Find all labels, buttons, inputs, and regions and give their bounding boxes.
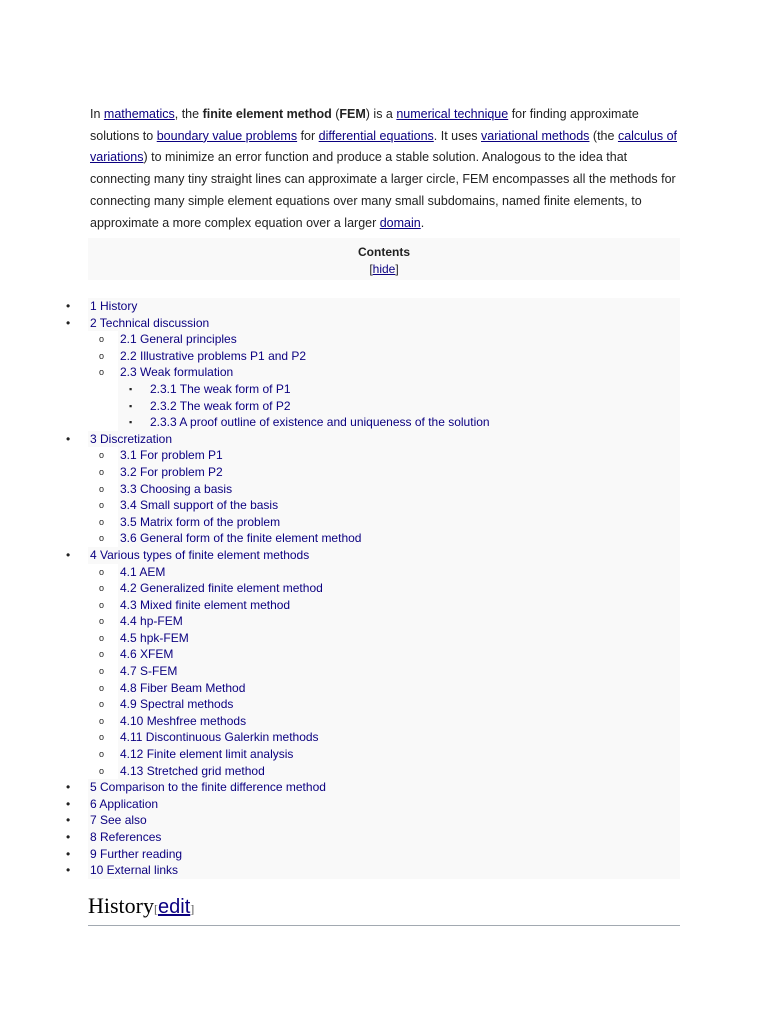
intro-paragraph — [90, 104, 680, 234]
toc-item[interactable] — [99, 646, 680, 663]
intro-text: ) to minimize an error function and produce a stable solution. Analogous to the idea that connecting many tiny straight lines can approximate a larger circle, FEM encompasses all the methods for connecting many simple element equations over many small subdomains, named finite elements, to approximate a more complex equation over a larger — [90, 150, 676, 230]
toc-bullet-icon: o — [99, 749, 105, 760]
link-calculus-of-variations[interactable]: calculus of variations — [90, 128, 677, 165]
toc-item-label[interactable]: 3.5 Matrix form of the problem — [120, 514, 281, 529]
toc-bullet-icon: o — [99, 450, 105, 461]
toc-item-label[interactable]: 2.1 General principles — [120, 332, 237, 347]
toc-item[interactable] — [66, 315, 680, 332]
toc-bullet-icon: o — [99, 616, 105, 627]
toc-item[interactable] — [66, 298, 680, 315]
intro-text: . — [420, 215, 425, 230]
toc-item-label[interactable]: 4.6 XFEM — [120, 647, 174, 662]
toc-bullet-icon: o — [99, 334, 105, 345]
toc-item-label[interactable]: 2.3.3 A proof outline of existence and uniqueness of the solution — [150, 415, 490, 430]
toc-title: Contents — [358, 245, 410, 259]
toc-item[interactable] — [99, 597, 680, 614]
intro-text: (the — [589, 128, 618, 143]
toc-item-label[interactable]: 3 Discretization — [90, 431, 173, 446]
toc-item-label[interactable]: 2 Technical discussion — [90, 315, 210, 330]
toc-item[interactable] — [66, 846, 680, 863]
edit-bracket: ] — [190, 902, 195, 916]
link-numerical-technique[interactable]: numerical technique — [396, 107, 509, 121]
toc-item[interactable] — [99, 746, 680, 763]
toc-item-label[interactable]: 4.2 Generalized finite element method — [120, 581, 323, 596]
toc-item[interactable] — [66, 547, 680, 564]
intro-text: , the — [174, 107, 203, 121]
link-variational-methods[interactable]: variational methods — [481, 128, 590, 143]
toc-item[interactable] — [99, 663, 680, 680]
toc-item[interactable] — [66, 779, 680, 796]
toc-bullet-icon: o — [99, 599, 105, 610]
toc-bullet-icon: o — [99, 500, 105, 511]
toc-item[interactable] — [99, 729, 680, 746]
toc-item[interactable] — [99, 331, 680, 348]
toc-item[interactable] — [99, 447, 680, 464]
toc-item[interactable] — [99, 630, 680, 647]
toc-bullet-icon: o — [99, 533, 105, 544]
toc-item-label[interactable]: 2.3.2 The weak form of P2 — [150, 398, 291, 413]
link-boundary-value-problems[interactable]: boundary value problems — [156, 128, 298, 143]
toc-bullet-icon: o — [99, 699, 105, 710]
toc-item-label[interactable]: 2.3 Weak formulation — [120, 365, 234, 380]
toc-item[interactable] — [99, 564, 680, 581]
toc-item-label[interactable]: 1 History — [90, 299, 138, 313]
toc-bullet-icon: o — [99, 367, 105, 378]
toc-bullet-icon: • — [66, 813, 71, 828]
toc-bullet-icon: • — [66, 299, 71, 313]
toc-item-label[interactable]: 4.13 Stretched grid method — [120, 763, 265, 778]
toc-item-label[interactable]: 5 Comparison to the finite difference method — [90, 780, 326, 795]
toc-item[interactable] — [118, 398, 680, 415]
term-fem-name: finite element method — [202, 107, 332, 121]
toc-bullet-icon: • — [66, 431, 71, 446]
toc-item[interactable] — [66, 812, 680, 829]
toc-toggle-bracket: [ — [369, 262, 373, 276]
toc-item[interactable] — [99, 364, 680, 381]
toc-item-label[interactable]: 3.2 For problem P2 — [120, 464, 223, 479]
toc-item[interactable] — [66, 796, 680, 813]
toc-item-label[interactable]: 3.6 General form of the finite element method — [120, 531, 362, 546]
toc-item[interactable] — [99, 696, 680, 713]
toc-item[interactable] — [99, 763, 680, 780]
toc-item[interactable] — [118, 414, 680, 431]
link-domain[interactable]: domain — [379, 215, 421, 230]
toc-bullet-icon: • — [66, 547, 71, 562]
toc-item-label[interactable]: 4.3 Mixed finite element method — [120, 597, 291, 612]
toc-item[interactable] — [66, 862, 680, 879]
toc-item-label[interactable]: 3.3 Choosing a basis — [120, 481, 233, 496]
toc-item-label[interactable]: 4.5 hpk-FEM — [120, 630, 189, 645]
toc-item-label[interactable]: 8 References — [90, 830, 162, 844]
toc-item-label[interactable]: 3.4 Small support of the basis — [120, 498, 279, 513]
section-heading-history — [88, 892, 680, 926]
toc-bullet-icon: • — [66, 830, 71, 844]
toc-item-label[interactable]: 10 External links — [90, 863, 179, 878]
toc-bullet-icon: o — [99, 466, 105, 477]
toc-item[interactable] — [99, 497, 680, 514]
toc-bullet-icon: o — [99, 765, 105, 776]
toc-bullet-icon: • — [66, 780, 71, 795]
toc-item[interactable] — [66, 829, 680, 846]
intro-text: . It uses — [433, 128, 482, 143]
intro-text: for — [297, 128, 319, 143]
toc-bullet-icon: • — [66, 846, 71, 861]
toc-item-label[interactable]: 4.11 Discontinuous Galerkin methods — [120, 730, 319, 745]
link-differential-equations[interactable]: differential equations — [318, 128, 434, 143]
term-fem-abbr: FEM — [339, 107, 366, 121]
intro-text: ) is a — [365, 107, 397, 121]
toc-item-label[interactable]: 4.12 Finite element limit analysis — [120, 747, 294, 762]
toc-bullet-icon: o — [99, 632, 105, 643]
intro-text: ( — [331, 107, 340, 121]
toc-bullet-icon: ▪ — [129, 417, 133, 428]
toc-item[interactable] — [99, 481, 680, 498]
toc-item-label[interactable]: 4.1 AEM — [120, 564, 166, 579]
intro-text: In — [90, 107, 104, 121]
edit-bracket: [ — [154, 902, 158, 916]
toc-item-label[interactable]: 9 Further reading — [90, 846, 183, 861]
toc-item[interactable] — [99, 680, 680, 697]
toc-item-label[interactable]: 4.8 Fiber Beam Method — [120, 680, 246, 695]
toc-item-label[interactable]: 4.7 S-FEM — [120, 664, 178, 679]
toc-item-label[interactable]: 4.10 Meshfree methods — [120, 713, 247, 728]
toc-toggle — [88, 262, 680, 276]
toc-list — [0, 298, 680, 879]
toc-item[interactable] — [99, 464, 680, 481]
toc-item-label[interactable]: 4.9 Spectral methods — [120, 697, 234, 712]
toc-item[interactable] — [99, 613, 680, 630]
toc-item-label[interactable]: 6 Application — [90, 796, 159, 811]
toc-bullet-icon: o — [99, 682, 105, 693]
toc-bullet-icon: • — [66, 315, 71, 330]
toc-bullet-icon: o — [99, 483, 105, 494]
toc-hide-link[interactable]: hide — [372, 262, 396, 276]
toc-item[interactable] — [118, 381, 680, 398]
toc-item-label[interactable]: 4.4 hp-FEM — [120, 614, 183, 629]
toc-bullet-icon: o — [99, 666, 105, 677]
toc-item[interactable] — [99, 348, 680, 365]
toc-bullet-icon: o — [99, 715, 105, 726]
toc-bullet-icon: o — [99, 516, 105, 527]
toc-bullet-icon: o — [99, 566, 105, 577]
toc-item[interactable] — [99, 713, 680, 730]
toc-item-label[interactable]: 7 See also — [90, 813, 147, 828]
toc-item[interactable] — [66, 431, 680, 448]
edit-link[interactable]: edit — [158, 896, 191, 918]
toc-bullet-icon: o — [99, 732, 105, 743]
toc-bullet-icon: ▪ — [129, 400, 133, 411]
toc-toggle-bracket: ] — [395, 262, 399, 276]
toc-bullet-icon: ▪ — [129, 383, 133, 394]
toc-bullet-icon: • — [66, 796, 71, 811]
intro-text: for finding approximate solutions to — [90, 107, 639, 143]
toc-item-label[interactable]: 2.2 Illustrative problems P1 and P2 — [120, 348, 307, 363]
toc-item[interactable] — [99, 514, 680, 531]
toc-bullet-icon: o — [99, 649, 105, 660]
link-mathematics[interactable]: mathematics — [103, 107, 175, 121]
toc-bullet-icon: o — [99, 583, 105, 594]
toc-bullet-icon: • — [66, 863, 71, 878]
toc-item-label[interactable]: 3.1 For problem P1 — [120, 448, 223, 463]
toc-bullet-icon: o — [99, 350, 105, 361]
toc-header — [88, 238, 680, 280]
toc-item[interactable] — [99, 580, 680, 597]
toc-item-label[interactable]: 2.3.1 The weak form of P1 — [150, 381, 291, 396]
toc-item[interactable] — [99, 530, 680, 547]
toc-item-label[interactable]: 4 Various types of finite element methods — [90, 547, 310, 562]
section-title: History — [88, 893, 154, 918]
